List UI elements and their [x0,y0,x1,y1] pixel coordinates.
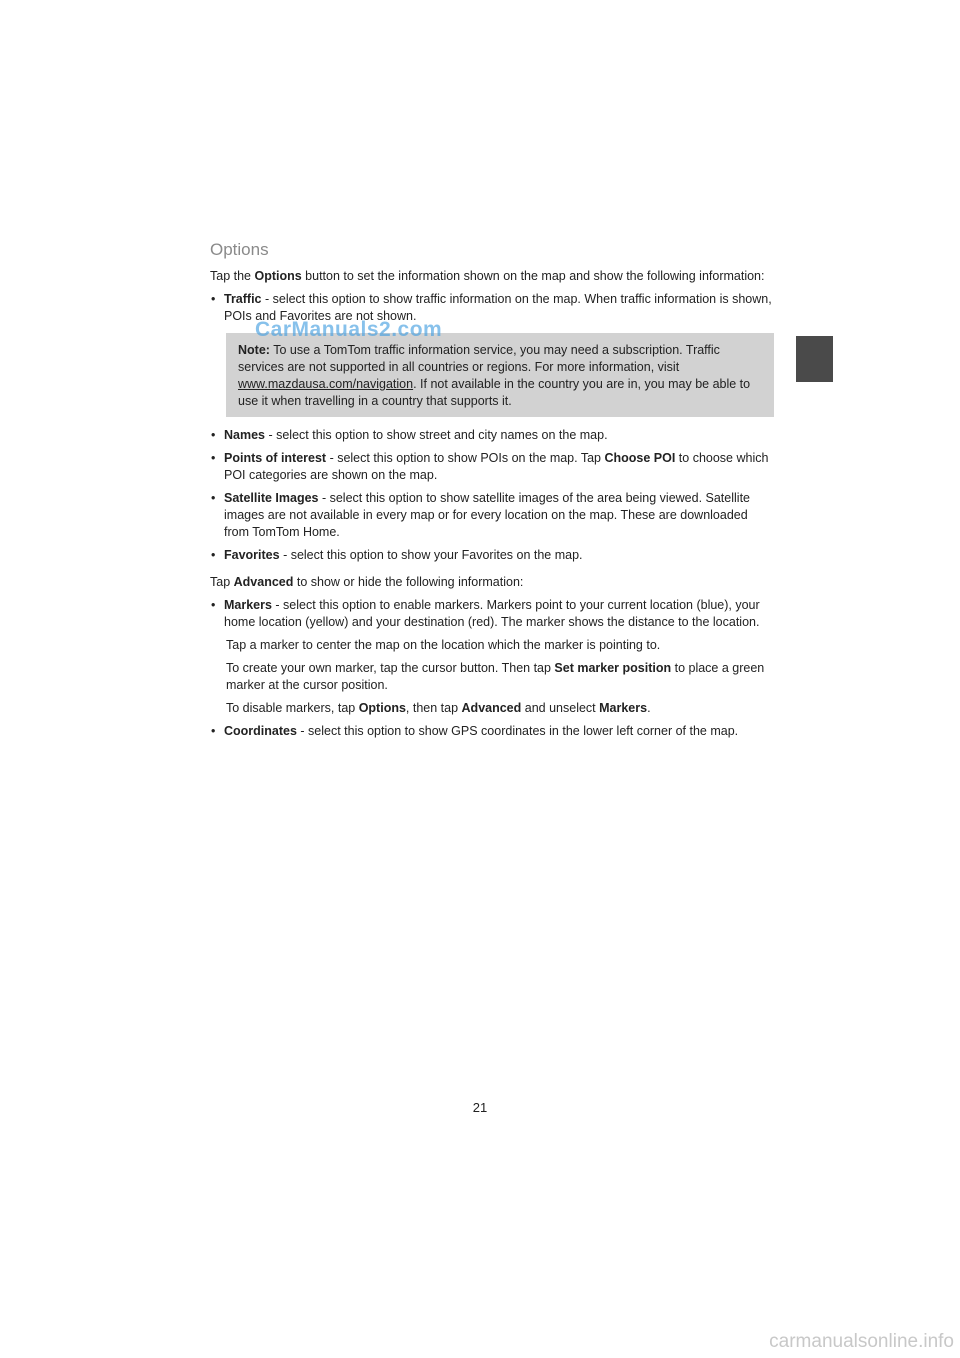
note-label: Note: [238,343,270,357]
item-label: Favorites [224,548,280,562]
watermark-logo: CarManuals2.com [255,318,443,341]
list-item-names [210,427,774,444]
list-item-favorites [210,547,774,564]
paragraph-text: , then tap [405,701,462,715]
note-text: To use a TomTom traffic information service, you may need a subscription. Traffic services are not supported in all countries or regions. For more information, visit [238,343,720,374]
paragraph-text: and unselect [521,701,600,715]
markers-paragraph-3 [226,700,774,717]
note-paragraph [238,342,760,410]
advanced-list [210,597,774,631]
note-text-end: . If not available in the country you are in, you may be able to use it when travelling in a country that supports it. [238,377,751,408]
item-text-end: to choose which POI categories are shown on the map. [224,451,769,482]
intro-paragraph [210,268,774,285]
item-text: - select this option to enable markers. Markers point to your current location (blue), your home location (yellow) and your destination (red). The marker shows the distance to the location. [224,598,760,629]
markers-paragraph-1: Tap a marker to center the map on the location which the marker is pointing to. [226,638,661,652]
paragraph-text: To disable markers, tap [226,701,359,715]
section-title: Options [210,240,269,259]
item-text: - select this option to show GPS coordinates in the lower left corner of the map. [296,724,739,738]
item-label: Points of interest [224,451,327,465]
item-text: - select this option to show your Favorites on the map. [279,548,583,562]
markers-paragraph-2 [226,660,774,694]
advanced-list-continued [210,723,774,740]
note-link[interactable]: www.mazdausa.com/navigation [238,377,414,391]
item-label: Satellite Images [224,491,319,505]
item-bold: Choose POI [604,451,676,465]
intro-text-end: button to set the information shown on the map and show the following information: [301,269,765,283]
paragraph-bold: Set marker position [554,661,672,675]
list-item-poi [210,450,774,484]
chapter-tab-marker [796,336,833,382]
intro-text: Tap the [210,269,255,283]
advanced-paragraph [210,574,774,591]
item-text: - select this option to show POIs on the map. Tap [326,451,605,465]
footer-watermark: carmanualsonline.info [769,1331,954,1352]
note-box [226,333,774,417]
item-label: Traffic [224,292,262,306]
item-label: Coordinates [224,724,297,738]
advanced-text-end: to show or hide the following information: [293,575,524,589]
item-text: - select this option to show street and city names on the map. [265,428,608,442]
paragraph-text: To create your own marker, tap the cursor button. Then tap [226,661,555,675]
list-item-coordinates [210,723,774,740]
paragraph-text-end: to place a green marker at the cursor position. [226,661,765,692]
advanced-text: Tap [210,575,234,589]
intro-bold: Options [254,269,302,283]
paragraph-bold: Markers [599,701,648,715]
item-label: Markers [224,598,272,612]
item-text: - select this option to show satellite images of the area being viewed. Satellite images are not available in every map or for every location on the map. These are downloaded from TomTom Home. [224,491,750,539]
paragraph-bold: Options [358,701,406,715]
item-text: - select this option to show traffic information on the map. When traffic information is shown, POIs and Favorites are not shown. [224,292,772,323]
options-list-continued [210,427,774,564]
list-item-markers [210,597,774,631]
page-number: 21 [472,1100,488,1115]
paragraph-text-end: . [647,701,651,715]
advanced-bold: Advanced [233,575,294,589]
item-label: Names [224,428,265,442]
paragraph-bold: Advanced [461,701,522,715]
list-item-satellite [210,490,774,541]
